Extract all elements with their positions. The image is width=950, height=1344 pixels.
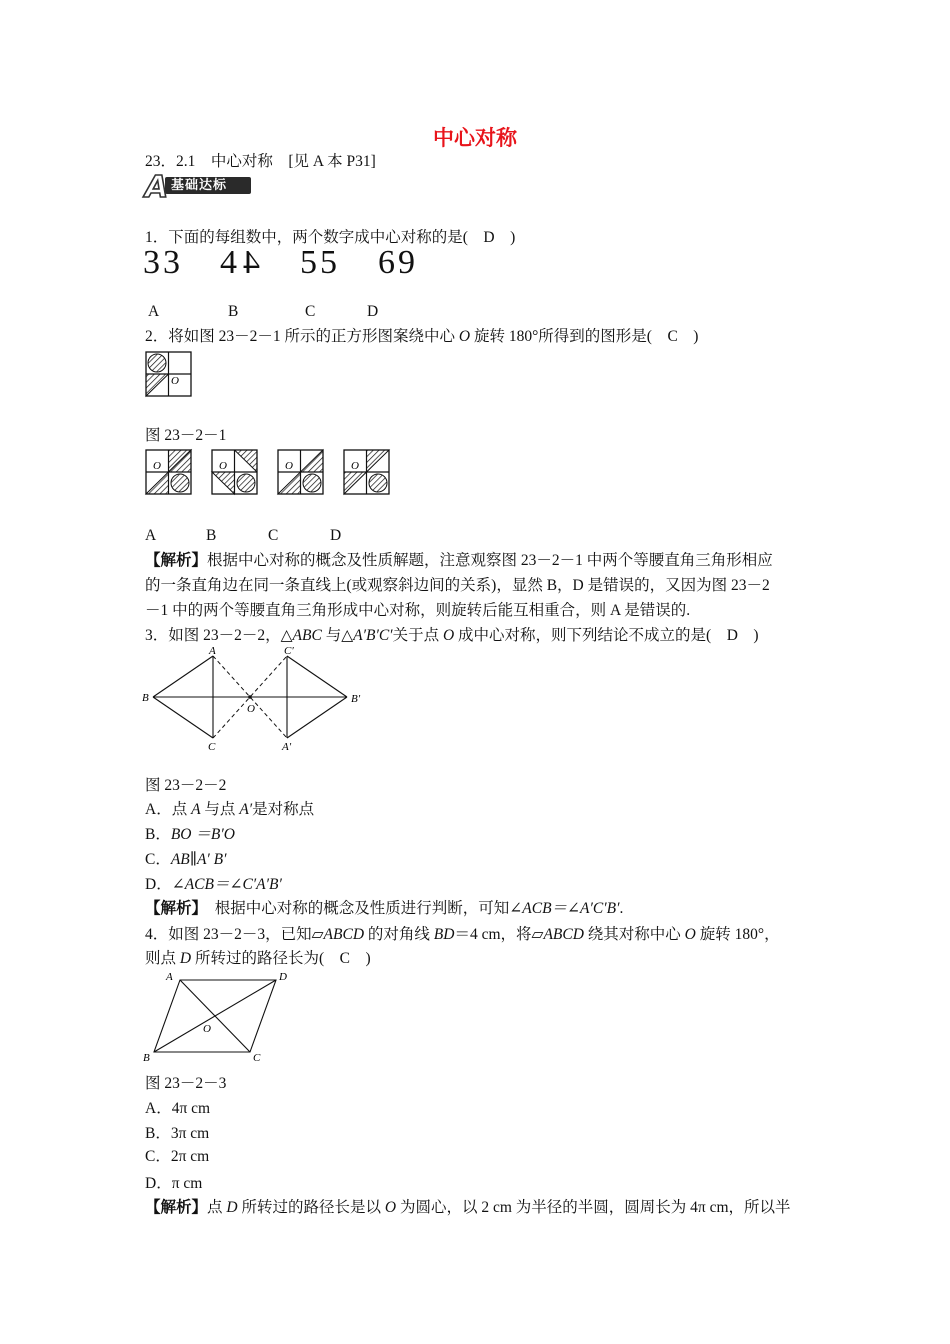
q1-group-c: 55 xyxy=(300,244,340,281)
q3-text: 3．如图 23－2－2，△ABC 与△A′B′C′关于点 O 成中心对称，则下列结论不成立的是( D ) xyxy=(145,627,759,644)
q2-center-label: O xyxy=(171,375,179,387)
q4-option-b: B．3π cm xyxy=(145,1125,210,1142)
svg-text:O: O xyxy=(219,460,227,472)
q1-group-a: 33 xyxy=(143,244,183,281)
page-title: 中心对称 xyxy=(433,126,517,150)
q4-fig-caption: 图 23－2－3 xyxy=(145,1075,227,1092)
q2-fig-caption: 图 23－2－1 xyxy=(145,427,227,444)
svg-text:O: O xyxy=(153,460,161,472)
q2-option-c-figure xyxy=(278,450,323,494)
analysis-tag: 【解析】 xyxy=(145,552,208,569)
q2-figure xyxy=(144,350,194,398)
q4-label-o: O xyxy=(203,1023,211,1035)
q1-text: 1．下面的每组数中，两个数字成中心对称的是( D ) xyxy=(145,229,516,246)
q1-group-b-first: 4 xyxy=(220,244,240,281)
q3-label-a-prime: A′ xyxy=(282,741,292,752)
q4-label-b: B xyxy=(143,1052,150,1064)
q1-option-d: D xyxy=(367,303,379,320)
q1-group-b-mirrored: 4 xyxy=(240,244,260,281)
q3-option-d: D．∠ACB＝∠C′A′B′ xyxy=(145,876,282,893)
q1-group-b xyxy=(220,244,260,282)
basic-level-badge xyxy=(145,170,251,205)
q2-option-d: D xyxy=(330,527,342,544)
q2-options-figure xyxy=(144,447,392,497)
badge-letter: A xyxy=(145,170,169,205)
q4-analysis: 【解析】点 D 所转过的路径长是以 O 为圆心，以 2 cm 为半径的半圆，圆周长为 4π cm，所以半 xyxy=(145,1199,791,1216)
q2-analysis-line-3: －1 中的两个等腰直角三角形成中心对称，则旋转后能互相重合，则 A 是错误的. xyxy=(145,602,691,619)
q2-analysis-line-1: 【解析】根据中心对称的概念及性质解题，注意观察图 23－2－1 中两个等腰直角三角形相应 xyxy=(145,552,773,569)
q1-group-d: 69 xyxy=(378,244,418,281)
q2-analysis-line-2: 的一条直角边在同一条直线上(或观察斜边间的关系)，显然 B，D 是错误的，又因为图 23－2 xyxy=(145,577,770,594)
q2-option-a-figure xyxy=(146,450,191,494)
q4-label-c: C xyxy=(253,1052,261,1064)
q4-figure xyxy=(140,966,300,1066)
q1-option-c: C xyxy=(305,303,316,320)
q3-label-o: O xyxy=(247,703,255,715)
section-heading: 23．2.1 中心对称 [见 A 本 P31] xyxy=(145,153,376,170)
svg-text:O: O xyxy=(351,460,359,472)
q2-option-c: C xyxy=(268,527,279,544)
q3-option-b: B．BO ＝B′O xyxy=(145,826,235,843)
q2-option-a: A xyxy=(145,527,157,544)
q4-option-a: A．4π cm xyxy=(145,1100,211,1117)
q3-option-c: C．AB∥A′ B′ xyxy=(145,851,227,868)
q2-option-d-figure xyxy=(344,450,389,494)
q3-label-b-prime: B′ xyxy=(351,693,361,705)
q4-line-2: 则点 D 所转过的路径长为( C ) xyxy=(145,950,371,967)
q3-label-b: B xyxy=(142,692,149,704)
q2-option-b-figure xyxy=(212,450,257,494)
q4-label-a: A xyxy=(166,971,173,983)
q4-label-d: D xyxy=(279,971,287,983)
q3-label-c: C xyxy=(208,741,216,752)
q3-fig-caption: 图 23－2－2 xyxy=(145,777,227,794)
q3-analysis: 【解析】 根据中心对称的概念及性质进行判断，可知∠ACB＝∠A′C′B′. xyxy=(145,900,624,917)
q1-option-b: B xyxy=(228,303,239,320)
svg-text:O: O xyxy=(285,460,293,472)
badge-label: 基础达标 xyxy=(171,178,228,193)
q3-label-c-prime: C′ xyxy=(284,645,294,657)
q3-option-a: A．点 A 与点 A′是对称点 xyxy=(145,801,315,818)
q3-figure xyxy=(140,644,370,752)
q1-option-a: A xyxy=(148,303,160,320)
q4-option-d: D．π cm xyxy=(145,1175,203,1192)
q4-option-c: C．2π cm xyxy=(145,1148,210,1165)
q3-label-a: A xyxy=(209,645,216,657)
q2-text: 2．将如图 23－2－1 所示的正方形图案绕中心 O 旋转 180°所得到的图形是( C ) xyxy=(145,328,699,345)
q2-option-b: B xyxy=(206,527,217,544)
q4-line-1: 4．如图 23－2－3，已知▱ABCD 的对角线 BD＝4 cm，将▱ABCD 绕其对称中心 O 旋转 180°， xyxy=(145,926,780,943)
